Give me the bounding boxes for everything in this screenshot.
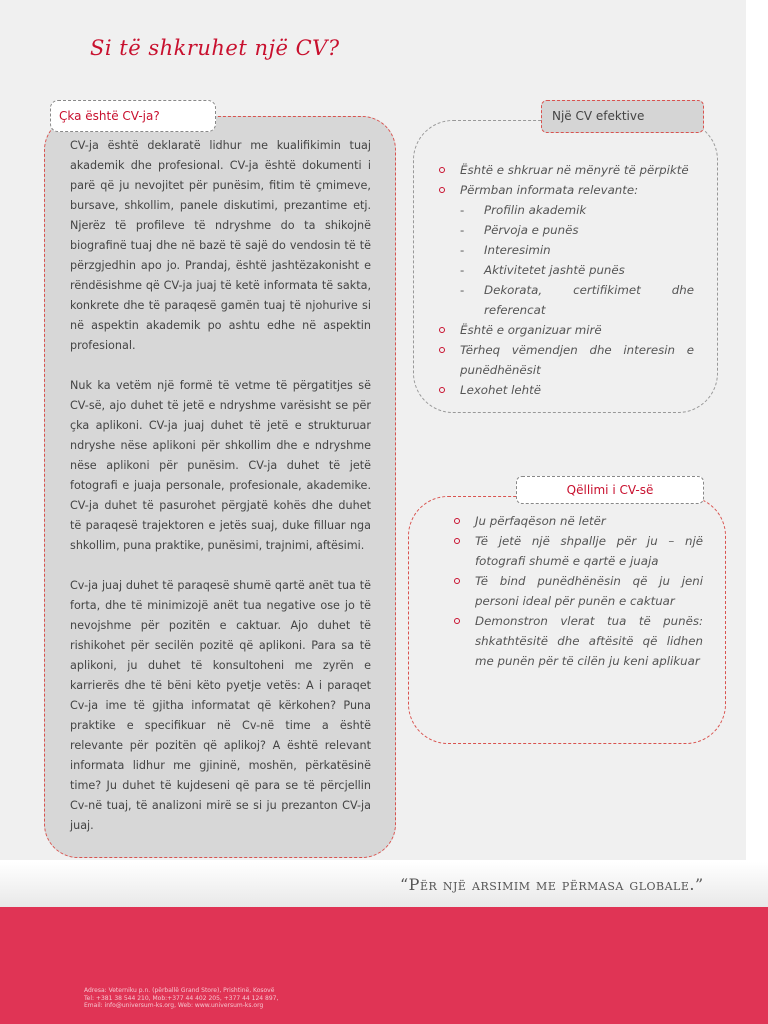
list-item: Lexohet lehtë [436, 380, 694, 400]
list-item: Demonstron vlerat tua të punës: shkathtësitë dhe aftësitë që lidhen me punën për të cilën ju keni aplikuar [451, 611, 703, 671]
list-item: Është e organizuar mirë [436, 320, 694, 340]
footer-address: Adresa: Veterniku p.n. (përballë Grand Store), Prishtinë, Kosovë [84, 987, 275, 994]
footer-contact [84, 987, 278, 1010]
left-panel-label: Çka është CV-ja? [50, 100, 216, 132]
page-title: Si të shkruhet një CV? [90, 36, 340, 60]
sub-list-item: - Profilin akademik [436, 200, 694, 220]
sub-list-item: - Interesimin [436, 240, 694, 260]
sub-list-item: - Dekorata, certifikimet dhe referencat [436, 280, 694, 320]
cv-purpose-list [451, 511, 703, 671]
motto: “Për një arsimim me përmasa globale.” [400, 875, 704, 894]
left-panel-text [70, 136, 371, 856]
list-item: Të jetë një shpallje për ju – një fotografi shumë e qartë e juaja [451, 531, 703, 571]
footer-phone: Tel: +381 38 544 210, Mob:+377 44 402 205, +377 44 124 897, [84, 994, 279, 1002]
list-item: Tërheq vëmendjen dhe interesin e punëdhënësit [436, 340, 694, 380]
paragraph: Nuk ka vetëm një formë të vetme të përgatitjes së CV-së, ajo duhet të jetë e ndryshme varësisht se për çka aplikoni. CV-ja juaj duhet të jetë e strukturuar ndryshe nëse aplikoni për shkollim dhe e ndryshme nëse aplikoni për punësim. CV-ja duhet të jetë fotografi e juaja personale, profesionale, akademike. CV-ja duhet të pasurohet përgjatë kohës dhe duhet të paraqesë trajektoren e jetës suaj, duke filluar nga shkollim, puna praktike, punësimi, trajnimi, aftësimi. [70, 379, 371, 552]
sub-list-item: - Përvoja e punës [436, 220, 694, 240]
list-item: Përmban informata relevante: [436, 180, 694, 200]
effective-cv-label: Një CV efektive [541, 100, 704, 133]
list-item: Është e shkruar në mënyrë të përpiktë [436, 160, 694, 180]
footer-email: Email: info@universum-ks.org, Web: www.universum-ks.org [84, 1002, 264, 1009]
paragraph: Cv-ja juaj duhet të paraqesë shumë qartë anët tua të forta, dhe të minimizojë anët tua negative ose jo të nevojshme për pozitën e caktuar. Ajo duhet të rishikohet për secilën pozitë që aplikoni. Para sa të aplikoni, ju duhet të konsultoheni me zyrën e karrierës dhe të bëni këto pyetje vetës: A i paraqet Cv-ja ime të gjitha informatat që kërkohen? Puna praktike e specifikuar në Cv-në time a është relevante për pozitën që aplikoj? A është relevant informata lidhur me gjininë, moshën, përkatësinë time? Ju duhet të kujdeseni që para se të përcjellin Cv-në tuaj, të analizoni mirë se si ju prezanton CV-ja juaj. [70, 579, 371, 832]
paragraph: CV-ja është deklaratë lidhur me kualifikimin tuaj akademik dhe profesional. CV-ja është dokumenti i parë që ju nevojitet për punësim, fitim të çmimeve, bursave, shkollim, panele diskutimi, prezantime etj. Njerëz të profileve të ndryshme do ta shikojnë biografinë tuaj dhe në bazë të sajë do vendosin të të përzgjedhin apo jo. Prandaj, është jashtëzakonisht e rëndësishme që CV-ja juaj të ketë informata të sakta, konkrete dhe të paraqesë gamën tuaj të njohurive si në aspektin akademik po ashtu edhe në aspektin profesional. [70, 139, 371, 352]
list-item: Ju përfaqëson në letër [451, 511, 703, 531]
cv-purpose-label: Qëllimi i CV-së [516, 476, 704, 504]
sub-list-item: - Aktivitetet jashtë punës [436, 260, 694, 280]
effective-cv-list [436, 160, 694, 400]
list-item: Të bind punëdhënësin që ju jeni personi ideal për punën e caktuar [451, 571, 703, 611]
